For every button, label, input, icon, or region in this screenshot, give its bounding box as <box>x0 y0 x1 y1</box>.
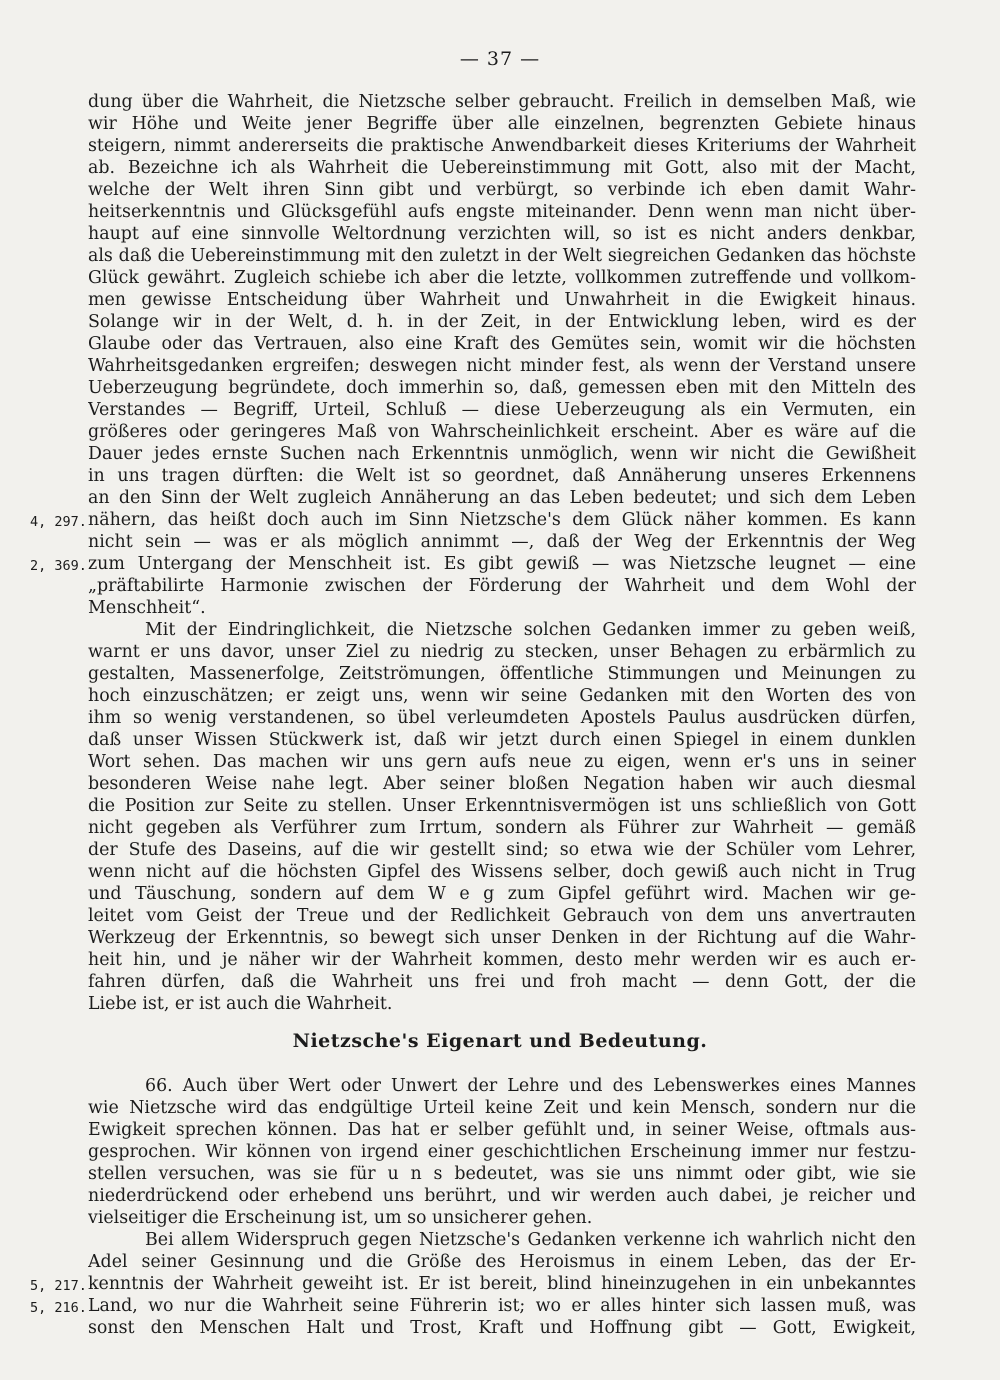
text-line: Menschheit“. <box>88 598 206 618</box>
text-line: hoch einzuschätzen; er zeigt uns, wenn wir seine Gedanken mit den Worten des von <box>88 686 916 706</box>
text-line: nicht sein — was er als möglich annimmt —, daß der Weg der Erkenntnis der Weg <box>88 532 916 552</box>
text-line: nicht gegeben als Verführer zum Irrtum, sondern als Führer zur Wahrheit — gemäß <box>88 818 916 838</box>
text-line: gestalten, Massenerfolge, Zeitströmungen, öffentliche Stimmungen und Meinungen zu <box>88 664 916 684</box>
text-line: besonderen Weise nahe legt. Aber seiner bloßen Negation haben wir auch diesmal <box>88 774 916 794</box>
text-line: daß unser Wissen Stückwerk ist, daß wir jetzt durch einen Spiegel in einem dunklen <box>88 730 916 750</box>
text-line: niederdrückend oder erhebend uns berührt, und wir werden auch dabei, je reicher und <box>88 1186 916 1206</box>
text-line: ihm so wenig verstandenen, so übel verleumdeten Apostels Paulus ausdrücken dürfen, <box>88 708 916 728</box>
text-line: nähern, das heißt doch auch im Sinn Nietzsche's dem Glück näher kommen. Es kann <box>88 510 916 530</box>
text-line: Wahrheitsgedanken ergreifen; deswegen nicht minder fest, als wenn der Verstand unsere <box>88 356 916 376</box>
text-line: Ueberzeugung begründete, doch immerhin so, daß, gemessen eben mit den Mitteln des <box>88 378 916 398</box>
text-line: Bei allem Widerspruch gegen Nietzsche's Gedanken verkenne ich wahrlich nicht den <box>145 1230 916 1250</box>
margin-reference: 5, 217. <box>30 1278 87 1294</box>
text-line: Land, wo nur die Wahrheit seine Führerin ist; wo er alles hinter sich lassen muß, was <box>88 1296 916 1316</box>
text-line: Adel seiner Gesinnung und die Größe des Heroismus in einem Leben, das der Er- <box>88 1252 916 1272</box>
text-line: Werkzeug der Erkenntnis, so bewegt sich unser Denken in der Richtung auf die Wahr- <box>88 928 916 948</box>
text-line: als daß die Uebereinstimmung mit den zuletzt in der Welt siegreichen Gedanken das höchste <box>88 246 916 266</box>
section-heading: Nietzsche's Eigenart und Bedeutung. <box>292 1030 708 1052</box>
text-line: heitserkenntnis und Glücksgefühl aufs engste miteinander. Denn wenn man nicht über- <box>88 202 916 222</box>
text-line: Ewigkeit sprechen können. Das hat er selber gefühlt und, in seiner Weise, oftmals aus- <box>88 1120 916 1140</box>
text-line: men gewisse Entscheidung über Wahrheit und Unwahrheit in die Ewigkeit hinaus. <box>88 290 916 310</box>
text-line: „präftabilirte Harmonie zwischen der Förderung der Wahrheit und dem Wohl der <box>88 576 916 596</box>
text-line: der Stufe des Daseins, auf die wir gestellt sind; so etwa wie der Schüler vom Lehrer, <box>88 840 916 860</box>
margin-reference: 2, 369. <box>30 558 87 574</box>
text-line: die Position zur Seite zu stellen. Unser Erkenntnisvermögen ist uns schließlich von Gott <box>88 796 916 816</box>
text-line: steigern, nimmt andererseits die praktische Anwendbarkeit dieses Kriteriums der Wahrheit <box>88 136 916 156</box>
text-line: Dauer jedes ernste Suchen nach Erkenntnis unmöglich, wenn wir nicht die Gewißheit <box>88 444 916 464</box>
text-line: Wort sehen. Das machen wir uns gern aufs neue zu eigen, wenn er's uns in seiner <box>88 752 916 772</box>
text-line: leitet vom Geist der Treue und der Redlichkeit Gebrauch von dem uns anvertrauten <box>88 906 916 926</box>
text-line: größeres oder geringeres Maß von Wahrscheinlichkeit erscheint. Aber es wäre auf die <box>88 422 916 442</box>
text-line: wie Nietzsche wird das endgültige Urteil keine Zeit und kein Mensch, sondern nur die <box>88 1098 916 1118</box>
text-line: zum Untergang der Menschheit ist. Es gibt gewiß — was Nietzsche leugnet — eine <box>88 554 916 574</box>
margin-reference: 5, 216. <box>30 1300 87 1316</box>
text-line: und Täuschung, sondern auf dem W e g zum Gipfel geführt wird. Machen wir ge- <box>88 884 916 904</box>
text-line: ab. Bezeichne ich als Wahrheit die Uebereinstimmung mit Gott, also mit der Macht, <box>88 158 916 178</box>
text-line: haupt auf eine sinnvolle Weltordnung verzichten will, so ist es nicht anders denkbar, <box>88 224 916 244</box>
text-line: Glaube oder das Vertrauen, also eine Kraft des Gemütes sein, womit wir die höchsten <box>88 334 916 354</box>
text-line: warnt er uns davor, unser Ziel zu niedrig zu stecken, unser Behagen zu erbärmlich zu <box>88 642 916 662</box>
text-line: 66. Auch über Wert oder Unwert der Lehre und des Lebenswerkes eines Mannes <box>145 1076 916 1096</box>
margin-reference: 4, 297. <box>30 514 87 530</box>
text-line: fahren dürfen, daß die Wahrheit uns frei und froh macht — denn Gott, der die <box>88 972 916 992</box>
page-number: — 37 — <box>459 48 541 70</box>
text-line: Liebe ist, er ist auch die Wahrheit. <box>88 994 393 1014</box>
text-line: vielseitiger die Erscheinung ist, um so unsicherer gehen. <box>88 1208 593 1228</box>
text-line: dung über die Wahrheit, die Nietzsche selber gebraucht. Freilich in demselben Maß, wie <box>88 92 916 112</box>
text-line: stellen versuchen, was sie für u n s bedeutet, was sie uns nimmt oder gibt, wie sie <box>88 1164 916 1184</box>
text-line: gesprochen. Wir können von irgend einer geschichtlichen Erscheinung immer nur festzu- <box>88 1142 916 1162</box>
text-line: welche der Welt ihren Sinn gibt und verbürgt, so verbinde ich eben damit Wahr- <box>88 180 916 200</box>
text-line: wir Höhe und Weite jener Begriffe über alle einzelnen, begrenzten Gebiete hinaus <box>88 114 916 134</box>
text-line: kenntnis der Wahrheit geweiht ist. Er ist bereit, blind hineinzugehen in ein unbekanntes <box>88 1274 916 1294</box>
text-line: wenn nicht auf die höchsten Gipfel des Wissens selber, doch gewiß auch nicht in Trug <box>88 862 916 882</box>
text-line: Mit der Eindringlichkeit, die Nietzsche solchen Gedanken immer zu geben weiß, <box>145 620 916 640</box>
text-line: sonst den Menschen Halt und Trost, Kraft und Hoffnung gibt — Gott, Ewigkeit, <box>88 1318 916 1338</box>
text-line: an den Sinn der Welt zugleich Annäherung an das Leben bedeutet; und sich dem Leben <box>88 488 916 508</box>
text-line: Glück gewährt. Zugleich schiebe ich aber die letzte, vollkommen zutreffende und vollkom- <box>88 268 916 288</box>
text-line: in uns tragen dürften: die Welt ist so geordnet, daß Annäherung unseres Erkennens <box>88 466 916 486</box>
text-line: Solange wir in der Welt, d. h. in der Zeit, in der Entwicklung leben, wird es der <box>88 312 916 332</box>
text-line: heit hin, und je näher wir der Wahrheit kommen, desto mehr werden wir es auch er- <box>88 950 916 970</box>
text-line: Verstandes — Begriff, Urteil, Schluß — diese Ueberzeugung als ein Vermuten, ein <box>88 400 916 420</box>
